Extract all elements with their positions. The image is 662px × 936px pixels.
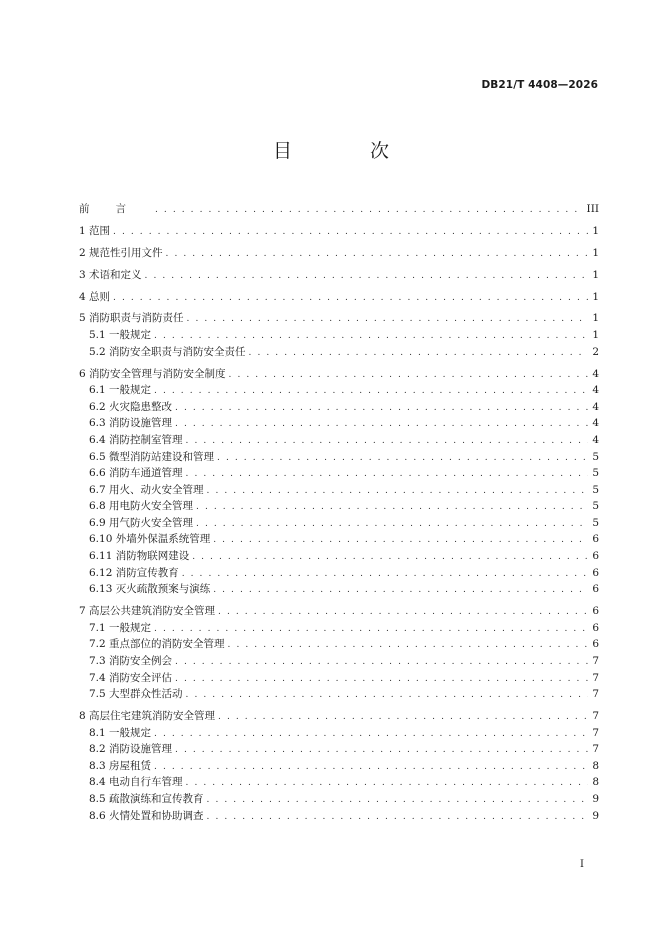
- toc-entry-label: 6.3 消防设施管理: [89, 417, 173, 430]
- toc-leader-dots: [207, 483, 588, 500]
- toc-entry-page: 8: [592, 776, 599, 789]
- table-of-contents: [79, 201, 599, 824]
- toc-entry-label: 6.2 火灾隐患整改: [89, 400, 173, 413]
- toc-entry[interactable]: [79, 465, 599, 482]
- toc-entry[interactable]: [79, 758, 599, 775]
- toc-entry-page: 8: [592, 759, 599, 772]
- toc-entry[interactable]: [79, 344, 599, 361]
- toc-entry-page: 6: [592, 566, 599, 579]
- toc-entry-label: 7.2 重点部位的消防安全管理: [89, 638, 225, 651]
- toc-entry-page: 1: [592, 290, 599, 303]
- toc-leader-dots: [186, 687, 588, 704]
- toc-entry[interactable]: [79, 791, 599, 808]
- toc-entry-page: 7: [592, 743, 599, 756]
- toc-leader-dots: [218, 604, 588, 621]
- toc-entry[interactable]: [79, 498, 599, 515]
- toc-entry[interactable]: [79, 653, 599, 670]
- toc-entry[interactable]: [79, 620, 599, 637]
- toc-entry-label: 6.13 灭火疏散预案与演练: [89, 583, 211, 596]
- toc-entry[interactable]: [79, 581, 599, 598]
- toc-entry[interactable]: [79, 531, 599, 548]
- toc-entry[interactable]: [79, 223, 599, 240]
- toc-entry[interactable]: [79, 382, 599, 399]
- toc-entry[interactable]: [79, 774, 599, 791]
- toc-entry-label: 8.1 一般规定: [89, 726, 152, 739]
- toc-leader-dots: [218, 709, 588, 726]
- toc-entry[interactable]: [79, 741, 599, 758]
- toc-leader-dots: [217, 450, 588, 467]
- toc-entry-label: 前言: [79, 203, 152, 215]
- toc-entry[interactable]: [79, 808, 599, 825]
- toc-entry-label: 8.3 房屋租赁: [89, 759, 152, 772]
- toc-entry-label: 6.11 消防物联网建设: [89, 550, 190, 563]
- toc-entry-page: 6: [592, 605, 599, 618]
- toc-entry-label: 5.2 消防安全职责与消防安全责任: [89, 345, 246, 358]
- toc-entry-page: 5: [592, 516, 599, 529]
- toc-entry[interactable]: [79, 482, 599, 499]
- toc-entry[interactable]: [79, 686, 599, 703]
- toc-entry[interactable]: [79, 449, 599, 466]
- toc-entry-page: 7: [592, 726, 599, 739]
- toc-leader-dots: [154, 383, 588, 400]
- toc-entry-page: 5: [592, 500, 599, 513]
- toc-entry-label: 3 术语和定义: [79, 268, 142, 281]
- toc-leader-dots: [175, 742, 588, 759]
- toc-entry-page: 6: [592, 583, 599, 596]
- page-title: 目 次: [272, 140, 426, 162]
- toc-leader-dots: [213, 532, 588, 549]
- toc-entry[interactable]: [79, 310, 599, 327]
- toc-entry-page: 6: [592, 638, 599, 651]
- toc-entry[interactable]: [79, 399, 599, 416]
- toc-entry-page: 1: [592, 224, 599, 237]
- toc-entry[interactable]: [79, 415, 599, 432]
- toc-entry-page: 6: [592, 621, 599, 634]
- toc-entry-label: 6.1 一般规定: [89, 384, 152, 397]
- toc-leader-dots: [182, 566, 588, 583]
- toc-entry-label: 6.6 消防车通道管理: [89, 467, 183, 480]
- toc-leader-dots: [175, 654, 588, 671]
- toc-leader-dots: [196, 499, 588, 516]
- toc-leader-dots: [154, 328, 588, 345]
- toc-entry-page: 1: [592, 246, 599, 259]
- toc-entry-page: 4: [592, 384, 599, 397]
- toc-leader-dots: [213, 582, 588, 599]
- toc-leader-dots: [145, 268, 588, 285]
- toc-entry-label: 2 规范性引用文件: [79, 246, 163, 259]
- toc-leader-dots: [155, 202, 584, 219]
- toc-entry-label: 4 总则: [79, 290, 111, 303]
- toc-entry-page: 6: [592, 533, 599, 546]
- toc-leader-dots: [187, 311, 588, 328]
- toc-entry-page: 4: [592, 367, 599, 380]
- toc-entry-label: 6 消防安全管理与消防安全制度: [79, 367, 226, 380]
- toc-entry[interactable]: [79, 636, 599, 653]
- toc-entry-page: 7: [592, 710, 599, 722]
- toc-entry-label: 6.4 消防控制室管理: [89, 433, 183, 446]
- toc-entry-label: 7.5 大型群众性活动: [89, 688, 183, 701]
- toc-leader-dots: [207, 809, 588, 826]
- toc-entry-label: 8.5 疏散演练和宣传教育: [89, 792, 204, 805]
- toc-entry-label: 7.1 一般规定: [89, 621, 152, 634]
- toc-entry[interactable]: [79, 515, 599, 532]
- toc-entry-page: 9: [592, 792, 599, 805]
- toc-leader-dots: [196, 516, 588, 533]
- toc-entry-label: 6.9 用气防火安全管理: [89, 516, 194, 529]
- toc-leader-dots: [249, 345, 588, 362]
- toc-entry-page: 7: [592, 654, 599, 667]
- toc-entry[interactable]: [79, 245, 599, 262]
- toc-entry-page: 7: [592, 671, 599, 684]
- toc-entry-page: 1: [592, 268, 599, 281]
- toc-entry-page: 5: [592, 483, 599, 496]
- toc-leader-dots: [154, 621, 588, 638]
- toc-entry[interactable]: [79, 725, 599, 742]
- toc-entry-page: III: [586, 203, 599, 215]
- toc-leader-dots: [229, 367, 588, 384]
- toc-entry-page: 4: [592, 433, 599, 446]
- toc-entry[interactable]: [79, 201, 599, 218]
- document-code: DB21/T 4408—2026: [481, 79, 598, 91]
- toc-entry[interactable]: [79, 432, 599, 449]
- toc-entry[interactable]: [79, 603, 599, 620]
- toc-entry-page: 2: [592, 345, 599, 358]
- toc-entry-label: 5.1 一般规定: [89, 329, 152, 342]
- toc-entry-page: 7: [592, 688, 599, 701]
- toc-leader-dots: [207, 792, 588, 809]
- toc-entry-label: 8 高层住宅建筑消防安全管理: [79, 710, 216, 722]
- toc-entry-page: 5: [592, 467, 599, 480]
- toc-entry-label: 7.4 消防安全评估: [89, 671, 173, 684]
- toc-entry-page: 4: [592, 417, 599, 430]
- toc-leader-dots: [154, 726, 588, 743]
- page-number: I: [580, 859, 584, 870]
- toc-entry-label: 1 范围: [79, 224, 111, 237]
- toc-entry-label: 8.6 火情处置和协助调查: [89, 809, 204, 822]
- toc-entry[interactable]: [79, 366, 599, 383]
- toc-entry-label: 7.3 消防安全例会: [89, 654, 173, 667]
- toc-leader-dots: [175, 416, 588, 433]
- toc-entry[interactable]: [79, 708, 599, 725]
- toc-entry[interactable]: [79, 327, 599, 344]
- toc-entry-page: 4: [592, 400, 599, 413]
- toc-entry-page: 6: [592, 550, 599, 563]
- toc-entry-label: 7 高层公共建筑消防安全管理: [79, 605, 216, 618]
- toc-entry-label: 8.2 消防设施管理: [89, 743, 173, 756]
- toc-entry-label: 5 消防职责与消防责任: [79, 312, 184, 325]
- toc-entry[interactable]: [79, 670, 599, 687]
- toc-leader-dots: [228, 637, 588, 654]
- toc-entry-page: 1: [592, 329, 599, 342]
- toc-entry-label: 6.7 用火、动火安全管理: [89, 483, 204, 496]
- toc-entry-label: 6.12 消防宣传教育: [89, 566, 179, 579]
- toc-entry-label: 8.4 电动自行车管理: [89, 776, 183, 789]
- toc-entry[interactable]: [79, 565, 599, 582]
- toc-leader-dots: [154, 759, 588, 776]
- toc-entry-page: 1: [592, 312, 599, 325]
- toc-leader-dots: [175, 400, 588, 417]
- toc-leader-dots: [186, 466, 588, 483]
- toc-entry-label: 6.8 用电防火安全管理: [89, 500, 194, 513]
- toc-entry-page: 9: [592, 809, 599, 822]
- toc-leader-dots: [113, 290, 588, 307]
- toc-leader-dots: [186, 775, 588, 792]
- toc-leader-dots: [166, 246, 588, 263]
- toc-leader-dots: [113, 224, 588, 241]
- toc-leader-dots: [192, 549, 588, 566]
- toc-entry[interactable]: [79, 548, 599, 565]
- toc-entry-label: 6.10 外墙外保温系统管理: [89, 533, 211, 546]
- toc-entry-page: 5: [592, 450, 599, 463]
- toc-leader-dots: [186, 433, 588, 450]
- toc-leader-dots: [175, 671, 588, 688]
- toc-entry[interactable]: [79, 289, 599, 306]
- toc-entry-label: 6.5 微型消防站建设和管理: [89, 450, 215, 463]
- toc-entry[interactable]: [79, 267, 599, 284]
